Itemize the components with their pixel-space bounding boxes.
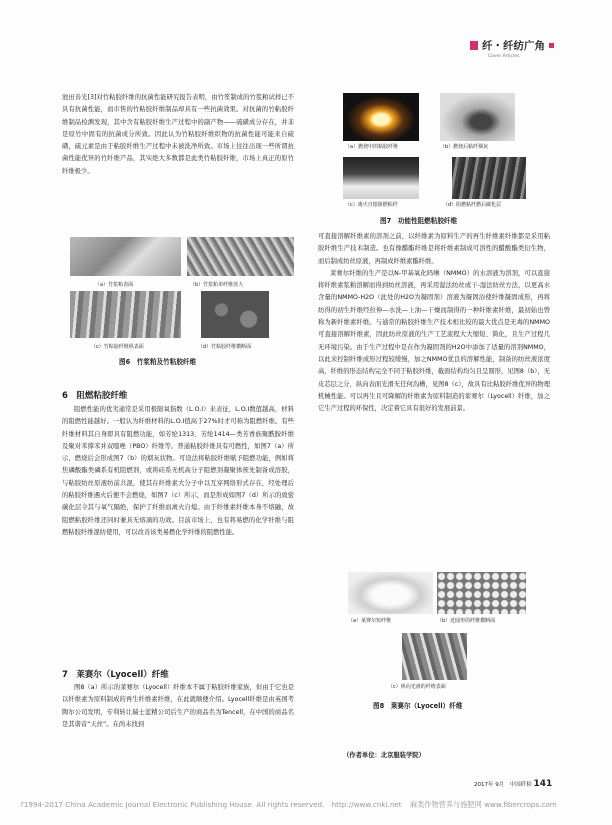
fig6-title: 图6 竹浆粕及竹粘胶纤维	[119, 358, 197, 366]
footer-date: 2017年 9月 中国纤检	[474, 782, 532, 788]
fig7-b-caption: （b）燃烧后粘纤烟灰	[440, 144, 489, 150]
header	[470, 38, 554, 53]
fig7-c-image	[343, 157, 419, 199]
fig7-d-caption: （d）阻燃粘纤燃后碳化层	[443, 202, 502, 208]
fig7-title: 图7 功能性阻燃粘胶纤维	[380, 217, 458, 225]
author-affiliation: （作者单位：北京服装学院）	[343, 752, 425, 759]
page-number: 141	[533, 779, 553, 789]
sec6-heading: 6 阻燃粘胶纤维	[62, 391, 128, 401]
fig6-a-caption: （a）竹浆粕表面	[95, 282, 134, 288]
sec7-heading: 7 莱赛尔（Lyocell）纤维	[62, 670, 169, 680]
fig7-a-image	[343, 93, 419, 141]
fig7-a-caption: （a）燃烧中的粘胶纤维	[345, 144, 399, 150]
fig8-b-image	[437, 572, 526, 614]
col1-paragraph: 池田善光[3]对竹粘胶纤维的抗菌性能研究报告表明，由竹笙制成的竹浆粕试样已不具有抗菌性能，而市售的竹粘胶纤维制品却具有一些抗菌效果。对抗菌的竹粘胶纤维制品检测发现，其中含有粘胶纤维生产过程中的副产物——硫磺成分存在，并非是原竹中固有的抗菌成分所致。因此认为竹粘胶纤维织物的抗菌性能可能来自硫磺，硫元素是由于粘胶纤维生产过程中未被洗净所致。市场上往往出现一些所谓抗菌性能优异的竹纤维产品，其实绝大多数都是此类竹粘胶纤维，市场上真正的原竹纤维极少。	[62, 94, 294, 175]
header-subtitle: Cover Articles	[488, 54, 520, 59]
fig6-c-image	[70, 291, 181, 338]
sec7-paragraph: 图8（a）所示的莱赛尔（Lyocell）纤维本不属于粘胶纤维家族，但由于它也是以纤维素为原料制成的再生纤维素纤维，在此就顺便介绍。Lyocell纤维是由英国考陶尔公司发明，专利转让瑞士蓝精公司后生产的商品名为Tencell，在中国的商品名是其谐音“天丝”。在尚未找到	[62, 684, 294, 728]
sec6-paragraph: 阻燃性能的优劣通常是采用极限氧指数（L.O.I）来表征，L.O.I数值越高，材料的阻燃性能越好。一般认为纤维材料的L.O.I值高于27%时才可称为阻燃纤维。有些纤维材料其自身即具有阻燃功能，如芳纶1313、芳纶1414—类芳香族聚酰胺纤维及聚对苯撑苯并双噁唑（PBO）纤维等。普通粘胶纤维具有可燃性，如图7（a）所示，燃烧后会形成图7（b）的烟灰状物。可设法将粘胶纤维赋予阻燃功能，例如将焦磷酸酯类磷系有机阻燃剂，或将硅系无机高分子阻燃剂凝聚体预先制备成溶胶，与粘胶纺丝原液纺前共混，使其在纤维素大分子中以互穿网络形式存在，经处理后的粘胶纤维遇火后便不会燃烧，如图7（c）所示，而是形成如图7（d）所示的致密碳化层令其与氧气隔绝，保护了纤维而离火自熄。由于纤维素纤维本身不熔融，故阻燃粘胶纤维还同时兼具无熔滴的功效。目前市场上，也有将易燃的化学纤维与阻燃粘胶纤维混纺使用，可以改善该类易燃化学纤维的阻燃性能。	[62, 406, 294, 536]
header-square-icon	[549, 43, 554, 48]
fig6-d-caption: （d）竹粘胶纤维横断面	[198, 344, 252, 350]
fig6-c-caption: （c）竹粘胶纤维纵表面	[91, 344, 144, 350]
fig8-title: 图8 莱赛尔（Lyocell）纤维	[373, 702, 463, 710]
fig8-a-image	[348, 572, 433, 614]
fig8-c-caption: （c）纵向光滑的纤维表面	[388, 684, 446, 690]
fig7-d-image	[452, 157, 526, 199]
fig6-b-caption: （b）竹浆粕单纤维放大	[190, 282, 244, 288]
fig7-b-image	[440, 93, 515, 141]
fig8-a-caption: （a）莱赛尔短纤维	[348, 618, 392, 624]
fig6-a-image	[70, 237, 181, 276]
watermark: 麻类作物营养与施肥网 www.fibercrops.com	[409, 800, 557, 809]
fig8-b-caption: （b）近圆形的纤维横断面	[437, 618, 496, 624]
fig8-c-image	[402, 633, 467, 680]
header-title: 纤・纤纺广角	[482, 40, 545, 52]
fig6-d-image	[201, 291, 269, 338]
copyright-line	[20, 800, 557, 810]
page-footer	[474, 779, 552, 789]
col2-paragraph: 可直接溶解纤维素的溶剂之前，以纤维素为原料生产的再生纤维素纤维都是采用粘胶纤维生产技术制造。也有像醋酯纤维是将纤维素制成可溶性的醋酸酯类衍生物，而后制成纺丝原液，再制成纤维素酯纤维。 莱赛尔纤维的生产是以N-甲基氧化吗啉（NMMO）的水溶液为溶剂，可以直接将纤维素浆粕溶解而得到纺丝溶液，再采用湿法纺丝或干-湿法纺丝方法，以更高水含量的NMMO-H2O（此处的H2O为凝固剂）溶液为凝固浴使纤维凝固成形，再将纺得的初生纤维经拉伸—水洗—上油—干燥而制得的一种纤维素纤维，最初始也曾称为新纤维素纤维。与通常的粘胶纤维生产技术相比较的最大优点是无毒的NMMO可直接溶解纤维素，因此纺丝原液的生产工艺流程大大缩短、简化，且生产过程几无环境污染。由于生产过程中是在作为凝固剂的H2O中添加了适量的溶剂NMMO，以此来控制纤维成形过程较缓慢，加之NMMO优良的溶解性能，制备的纺丝液浓度高，纤维的形态结构完全不同于粘胶纤维，截面结构均匀且呈圆形，见图8（b），无皮芯层之分，纵向表面光滑无任何沟槽，见图8（c），故具有比粘胶纤维优异的物理机械性能。可以再生且可降解的纤维素为原料制造的莱赛尔（Lyocell）纤维，加之它生产过程的环保性，决定着它具有很好的发展前景。	[318, 233, 550, 413]
fig6-b-image	[187, 237, 294, 276]
copyright-text: ?1994-2017 China Academic Journal Electronic Publishing House. All rights reserved. http://www.cnki.net	[20, 800, 402, 809]
fig7-c-caption: （c）离火自熄阻燃粘纤	[345, 202, 398, 208]
header-square-icon	[470, 41, 478, 50]
